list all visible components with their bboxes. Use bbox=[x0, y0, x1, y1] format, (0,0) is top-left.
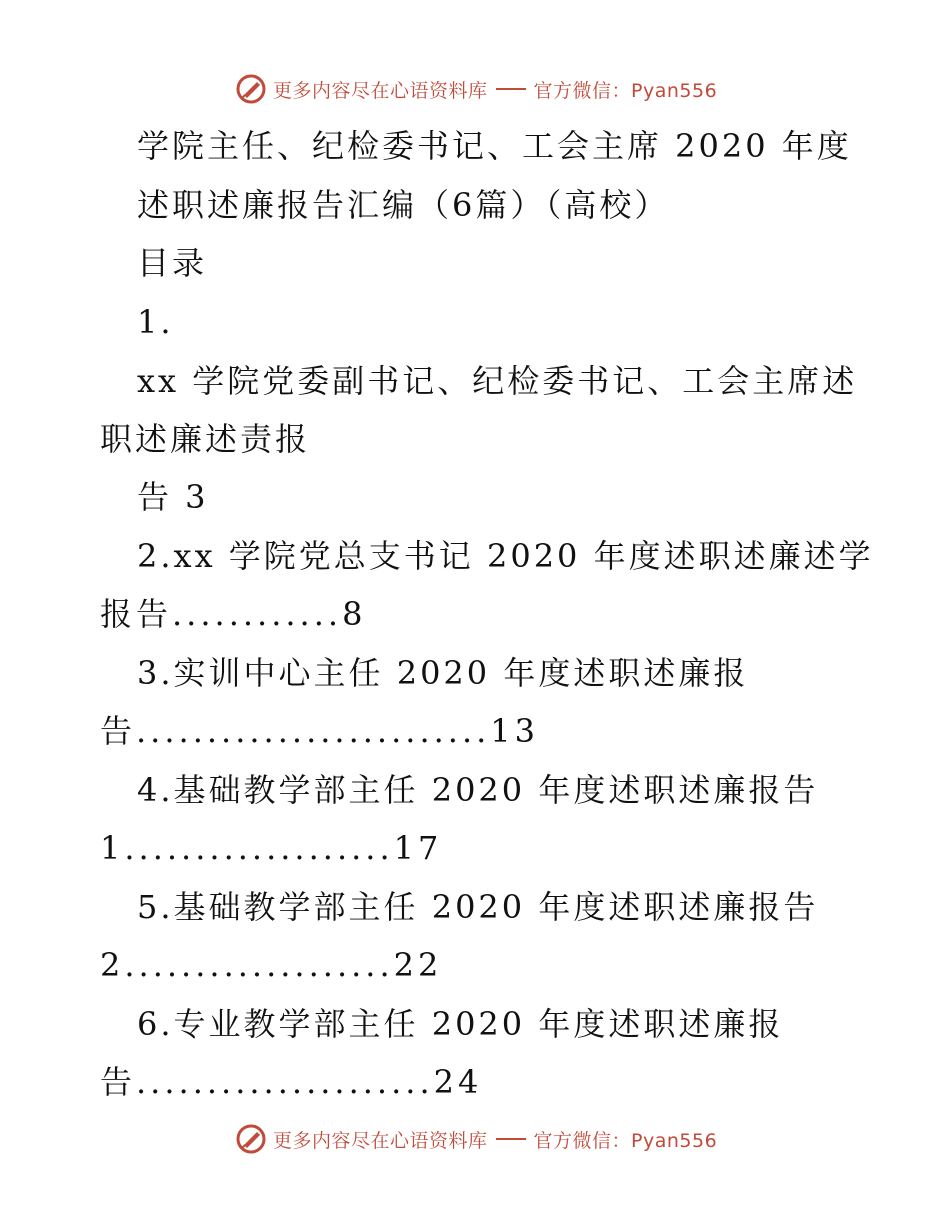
watermark-dash bbox=[496, 88, 526, 90]
document-title-line-2: 述职述廉报告汇编（6篇）（高校） bbox=[137, 186, 670, 224]
toc-entry-3-line-2: 告.........................13 bbox=[100, 712, 540, 750]
toc-entry-6-line-1: 6.专业教学部主任 2020 年度述职述廉报 bbox=[137, 1005, 784, 1043]
toc-entry-3-line-1: 3.实训中心主任 2020 年度述职述廉报 bbox=[137, 654, 749, 692]
toc-entry-1-line-1: 1. bbox=[137, 303, 174, 341]
footer-watermark bbox=[235, 1122, 717, 1156]
toc-entry-2-line-1: 2.xx 学院党总支书记 2020 年度述职述廉述学 bbox=[137, 537, 874, 575]
toc-entry-4-line-1: 4.基础教学部主任 2020 年度述职述廉报告 bbox=[137, 771, 819, 809]
toc-entry-1-line-3: 职述廉述责报 bbox=[100, 420, 311, 458]
watermark-dash bbox=[496, 1138, 526, 1140]
toc-entry-1-line-4: 告 3 bbox=[137, 478, 209, 516]
toc-heading: 目录 bbox=[137, 244, 208, 282]
toc-entry-5-line-1: 5.基础教学部主任 2020 年度述职述廉报告 bbox=[137, 888, 819, 926]
toc-entry-5-line-2: 2...................22 bbox=[100, 946, 443, 984]
header-watermark bbox=[235, 72, 717, 106]
toc-entry-1-line-2: xx 学院党委副书记、纪检委书记、工会主席述 bbox=[137, 362, 858, 400]
watermark-brand-text: 更多内容尽在心语资料库 bbox=[273, 1129, 488, 1152]
watermark-brand-text: 更多内容尽在心语资料库 bbox=[273, 79, 488, 102]
seal-pen-icon bbox=[235, 1123, 267, 1155]
watermark-contact-text: 官方微信：Pyan556 bbox=[533, 79, 718, 102]
watermark-contact-text: 官方微信：Pyan556 bbox=[533, 1129, 718, 1152]
toc-entry-4-line-2: 1...................17 bbox=[100, 829, 443, 867]
document-title-line-1: 学院主任、纪检委书记、工会主席 2020 年度 bbox=[137, 127, 852, 165]
toc-entry-2-line-2: 报告............8 bbox=[100, 595, 367, 633]
seal-pen-icon bbox=[235, 73, 267, 105]
toc-entry-6-line-2: 告.....................24 bbox=[100, 1063, 483, 1101]
